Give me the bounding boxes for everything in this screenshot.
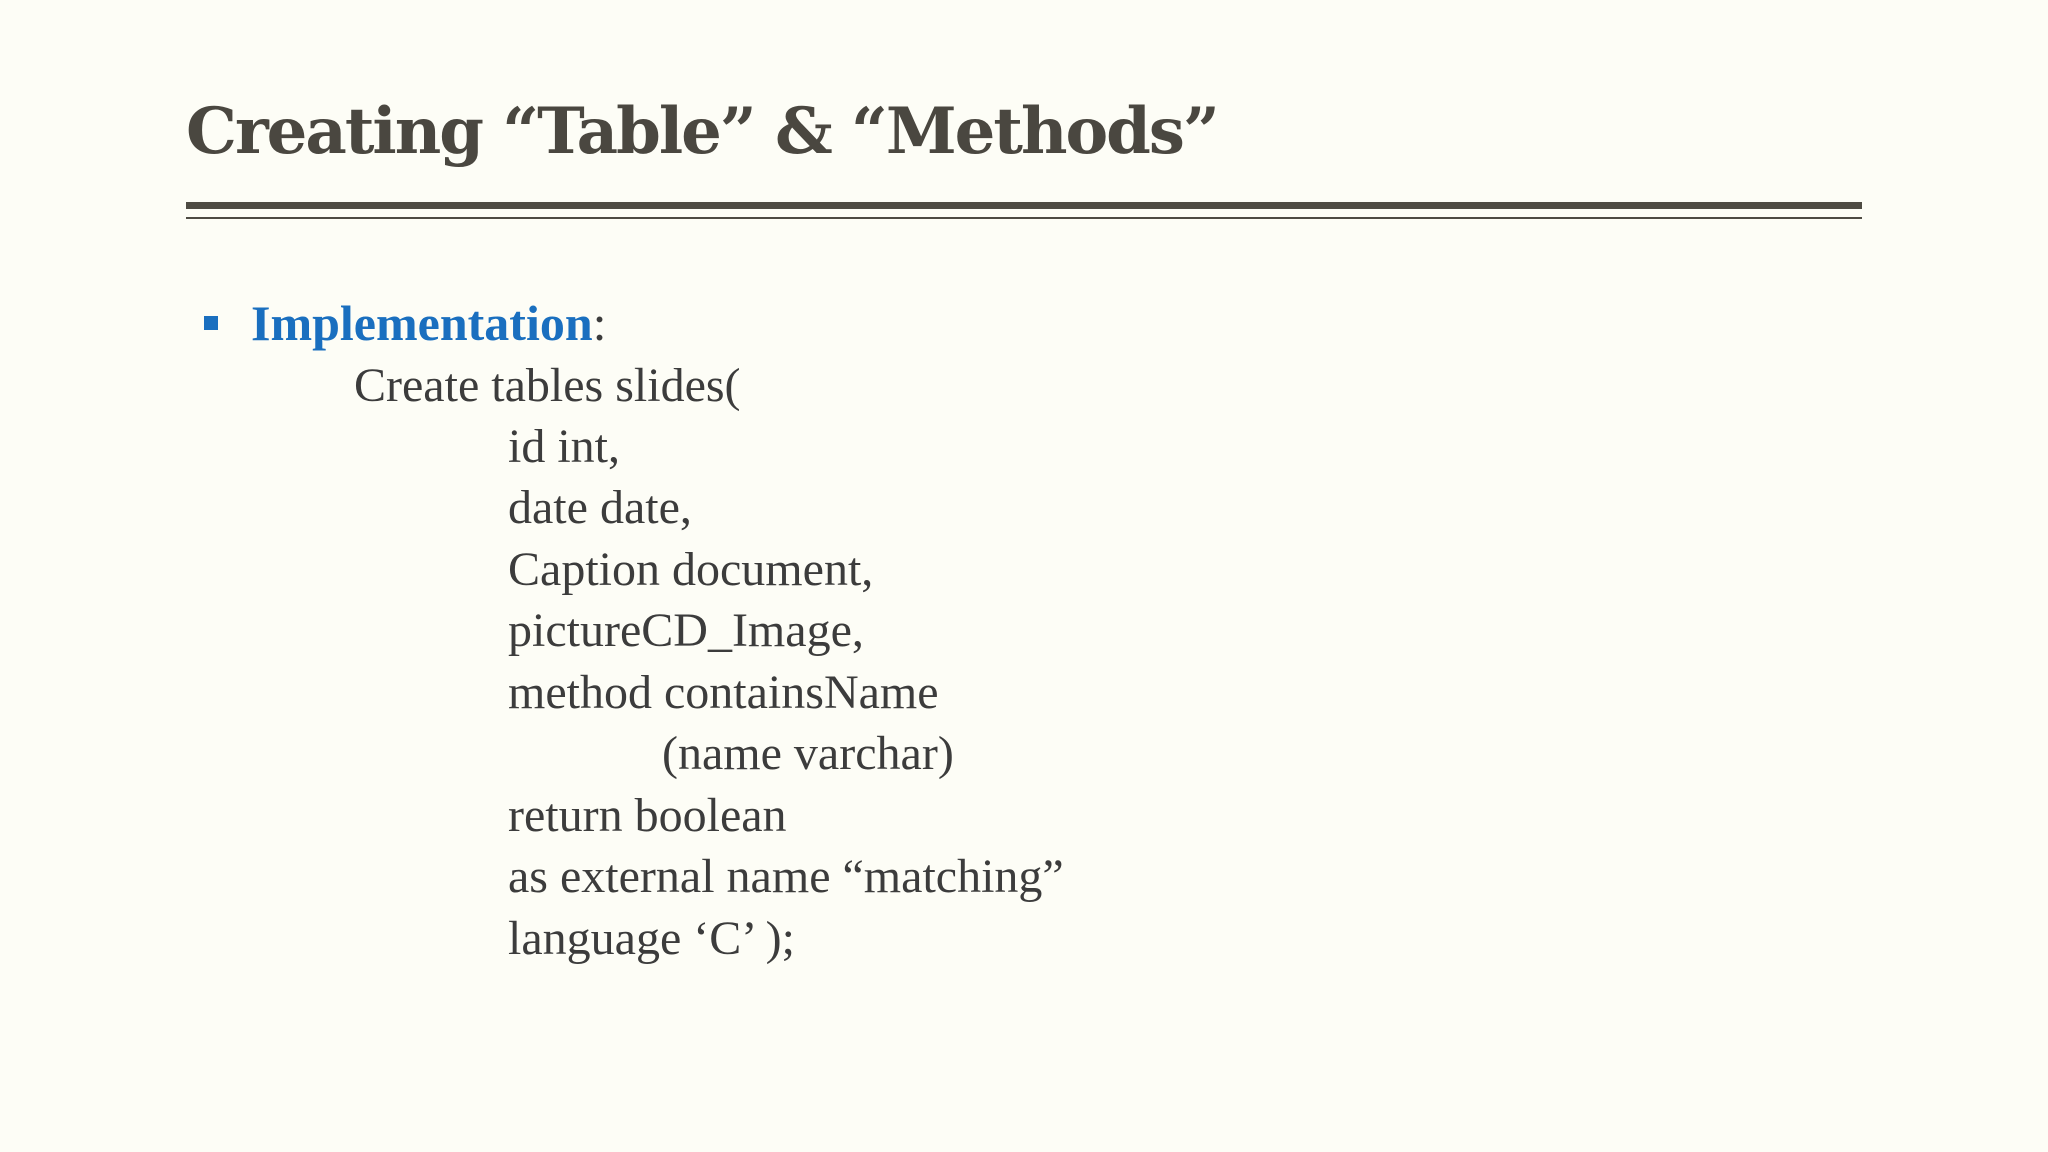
code-line: (name varchar) [662, 727, 954, 780]
code-line: method containsName [508, 666, 939, 719]
slide-title: Creating “Table” & “Methods” [186, 94, 1218, 169]
code-line: pictureCD_Image, [508, 604, 864, 657]
bullet-suffix: : [592, 295, 607, 351]
bullet-label: Implementation [251, 295, 593, 351]
title-divider-thick [186, 202, 1862, 209]
code-line: return boolean [508, 789, 787, 842]
code-line: id int, [508, 420, 621, 473]
code-line: Caption document, [508, 543, 874, 596]
title-divider-thin [186, 217, 1862, 219]
square-bullet-icon [204, 316, 218, 330]
code-line: date date, [508, 481, 692, 534]
code-line: as external name “matching” [508, 850, 1064, 903]
code-line: language ‘C’ ); [508, 912, 795, 965]
bullet-item [204, 295, 607, 351]
code-line: Create tables slides( [354, 359, 741, 412]
